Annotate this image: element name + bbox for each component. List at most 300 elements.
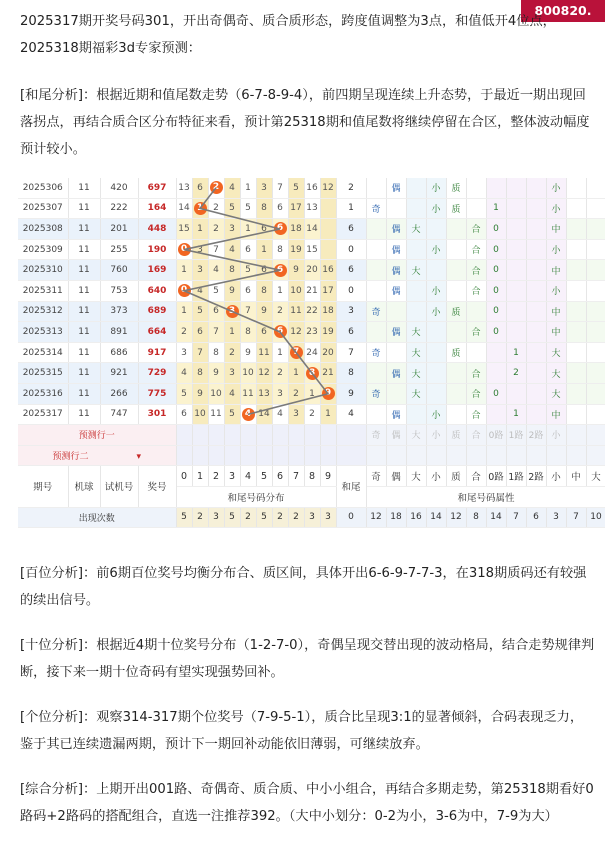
- prediction-attr-cell: [546, 445, 566, 466]
- attr-count: 16: [406, 507, 426, 528]
- attr-cell: [486, 178, 506, 198]
- dist-cell: 5: [288, 178, 304, 198]
- table-row: [18, 404, 605, 425]
- attr-count: 7: [506, 507, 526, 528]
- dist-cell: 19: [288, 239, 304, 260]
- attr-cell: 合: [466, 219, 486, 240]
- issue-id: 2025309: [18, 239, 68, 260]
- table-row: [18, 239, 605, 260]
- dist-cell: 4: [224, 383, 240, 404]
- machine-ball: 11: [68, 280, 100, 301]
- dist-cell: 13: [176, 178, 192, 198]
- attr-header: 2路: [526, 466, 546, 487]
- dist-cell: 4: [208, 260, 224, 281]
- attr-cell: [586, 404, 605, 425]
- attr-count: 10: [586, 507, 605, 528]
- attr-count: 3: [546, 507, 566, 528]
- attr-header: 1路: [506, 466, 526, 487]
- issue-id: 2025312: [18, 301, 68, 322]
- attr-cell: 偶: [386, 363, 406, 384]
- hit-ball: 0: [178, 284, 191, 297]
- digit-header: 9: [320, 466, 336, 487]
- trial-number: 222: [100, 198, 138, 219]
- attr-cell: [586, 219, 605, 240]
- prediction-label: [18, 445, 176, 466]
- attr-cell: [406, 404, 426, 425]
- issue-id: 2025311: [18, 280, 68, 301]
- attr-cell: 大: [546, 363, 566, 384]
- issue-header: 期号: [18, 466, 68, 507]
- attr-cell: 大: [406, 383, 426, 404]
- dist-cell: 5: [240, 198, 256, 219]
- attr-cell: [426, 219, 446, 240]
- attr-cell: 中: [546, 322, 566, 343]
- attr-cell: 中: [546, 219, 566, 240]
- prediction-text: 预测行二: [52, 452, 89, 463]
- dist-cell: 7: [192, 342, 208, 363]
- attr-cell: [386, 301, 406, 322]
- attr-cell: [566, 178, 586, 198]
- dist-cell: [224, 301, 240, 322]
- table-row: [18, 301, 605, 322]
- attr-cell: [446, 239, 466, 260]
- dist-count: 2: [288, 507, 304, 528]
- trial-number: 760: [100, 260, 138, 281]
- attr-cell: [466, 178, 486, 198]
- dist-cell: 6: [192, 322, 208, 343]
- dist-cell: 6: [256, 219, 272, 240]
- prediction-attr-cell: 小: [546, 425, 566, 446]
- dist-cell: 17: [288, 198, 304, 219]
- prediction-cell: [288, 445, 304, 466]
- attr-cell: [386, 383, 406, 404]
- prediction-cell: [240, 425, 256, 446]
- dist-cell: 14: [304, 219, 320, 240]
- prediction-attr-cell: [386, 445, 406, 466]
- attr-header: 偶: [386, 466, 406, 487]
- dist-cell: 4: [176, 363, 192, 384]
- dist-cell: 8: [256, 280, 272, 301]
- hewei-value: 6: [336, 260, 366, 281]
- dist-cell: 3: [224, 219, 240, 240]
- attr-cell: 质: [446, 198, 466, 219]
- dist-cell: 1: [224, 322, 240, 343]
- dist-cell: 5: [208, 280, 224, 301]
- machine-ball: 11: [68, 178, 100, 198]
- prediction-attr-cell: [486, 445, 506, 466]
- prediction-cell: [304, 425, 320, 446]
- dist-cell: 7: [240, 301, 256, 322]
- dist-cell: 4: [272, 404, 288, 425]
- dist-cell: 1: [176, 301, 192, 322]
- attr-cell: [426, 363, 446, 384]
- dist-cell: 8: [208, 342, 224, 363]
- attr-cell: [526, 239, 546, 260]
- dist-cell: 16: [320, 260, 336, 281]
- attr-count: 14: [426, 507, 446, 528]
- attr-cell: 0: [486, 280, 506, 301]
- attr-cell: [366, 239, 386, 260]
- issue-id: 2025308: [18, 219, 68, 240]
- attr-cell: [526, 322, 546, 343]
- dist-cell: 24: [304, 342, 320, 363]
- attr-cell: [526, 198, 546, 219]
- prediction-attr-cell: [506, 445, 526, 466]
- attr-cell: [366, 404, 386, 425]
- attr-cell: [566, 404, 586, 425]
- winning-number: 917: [138, 342, 176, 363]
- hewei-count: 0: [336, 507, 366, 528]
- trial-number: 891: [100, 322, 138, 343]
- attr-cell: [386, 198, 406, 219]
- attr-cell: 0: [486, 219, 506, 240]
- attr-cell: [366, 219, 386, 240]
- dist-cell: 3: [288, 404, 304, 425]
- attr-cell: 大: [546, 383, 566, 404]
- attr-cell: [526, 383, 546, 404]
- attr-cell: 合: [466, 363, 486, 384]
- dist-cell: 1: [192, 219, 208, 240]
- machine-ball: 11: [68, 219, 100, 240]
- attr-cell: [526, 260, 546, 281]
- prediction-cell: [224, 445, 240, 466]
- prediction-attr-cell: 小: [426, 425, 446, 446]
- dist-cell: 7: [208, 239, 224, 260]
- dist-cell: 4: [224, 239, 240, 260]
- winning-number: 729: [138, 363, 176, 384]
- attr-cell: 小: [426, 239, 446, 260]
- attr-cell: [446, 404, 466, 425]
- dist-cell: 2: [176, 322, 192, 343]
- hewei-analysis: [和尾分析]：根据近期和值尾数走势（6-7-8-9-4），前四期呈现连续上升态势，于最近一期出现回落拐点，再结合质合区分布特征来看，预计第25318期和值尾数将继续停留在合区，整体波动幅度预计较小。: [20, 88, 590, 157]
- prediction-cell: [192, 425, 208, 446]
- dist-cell: 9: [256, 301, 272, 322]
- winning-number: 689: [138, 301, 176, 322]
- prediction-attr-cell: 1路: [506, 425, 526, 446]
- attr-cell: [566, 363, 586, 384]
- attr-cell: 0: [486, 383, 506, 404]
- header-row-digits: [18, 466, 605, 487]
- prediction-attr-cell: [446, 445, 466, 466]
- prediction-cell: [304, 445, 320, 466]
- winning-number: 664: [138, 322, 176, 343]
- dist-cell: 5: [192, 301, 208, 322]
- digit-header: 3: [224, 466, 240, 487]
- number-header: 奖号: [138, 466, 176, 507]
- attr-cell: [506, 198, 526, 219]
- attr-cell: [366, 280, 386, 301]
- prediction-row[interactable]: [18, 425, 605, 446]
- dist-cell: 9: [192, 383, 208, 404]
- hit-ball: 6: [274, 264, 287, 277]
- issue-id: 2025310: [18, 260, 68, 281]
- attr-header: 奇: [366, 466, 386, 487]
- dist-cell: 22: [304, 301, 320, 322]
- digit-header: 6: [272, 466, 288, 487]
- prediction-attr-cell: 合: [466, 425, 486, 446]
- attr-cell: 合: [466, 260, 486, 281]
- attr-count: 7: [566, 507, 586, 528]
- attr-header: 大: [586, 466, 605, 487]
- dist-group-header: 和尾号码分布: [176, 486, 336, 507]
- winning-number: 697: [138, 178, 176, 198]
- dist-cell: 10: [208, 383, 224, 404]
- attr-cell: 大: [406, 219, 426, 240]
- dist-cell: 6: [176, 404, 192, 425]
- dist-cell: 8: [224, 260, 240, 281]
- dist-cell: 14: [176, 198, 192, 219]
- attr-cell: 小: [426, 198, 446, 219]
- attr-cell: 偶: [386, 322, 406, 343]
- dist-cell: 11: [288, 301, 304, 322]
- dist-cell: 3: [256, 178, 272, 198]
- attr-cell: [446, 363, 466, 384]
- hewei-header: 和尾: [336, 466, 366, 507]
- dist-cell: 11: [256, 342, 272, 363]
- attr-count: 18: [386, 507, 406, 528]
- dist-cell: 2: [224, 342, 240, 363]
- attr-cell: 合: [466, 280, 486, 301]
- machine-ball: 11: [68, 342, 100, 363]
- issue-id: 2025314: [18, 342, 68, 363]
- attr-cell: 1: [506, 342, 526, 363]
- hit-ball: 6: [274, 325, 287, 338]
- bai-analysis: [百位分析]：前6期百位奖号均衡分布合、质区间，具体开出6-6-9-7-7-3，在318期质码还有较强的续出信号。: [20, 566, 587, 608]
- dist-cell: 13: [304, 198, 320, 219]
- trial-header: 试机号: [100, 466, 138, 507]
- dist-cell: [176, 239, 192, 260]
- attr-cell: [566, 301, 586, 322]
- dist-cell: [320, 383, 336, 404]
- attr-cell: [426, 322, 446, 343]
- intro-line-1: 2025317期开奖号码301，开出奇偶奇、质合质形态，跨度值调整为3点，和值低开4位点，: [20, 14, 556, 29]
- attr-cell: [566, 198, 586, 219]
- dist-cell: 18: [288, 219, 304, 240]
- dropdown-arrow-icon: ▾: [136, 452, 142, 463]
- dist-cell: [272, 322, 288, 343]
- machine-ball: 11: [68, 260, 100, 281]
- hit-ball: 4: [242, 408, 255, 421]
- dist-cell: 1: [320, 404, 336, 425]
- table-row: [18, 219, 605, 240]
- prediction-attr-cell: [406, 445, 426, 466]
- attr-cell: [526, 280, 546, 301]
- dist-cell: 2: [288, 383, 304, 404]
- winning-number: 164: [138, 198, 176, 219]
- prediction-attr-cell: [586, 445, 605, 466]
- attr-cell: 合: [466, 383, 486, 404]
- attr-cell: 奇: [366, 342, 386, 363]
- dist-cell: 15: [304, 239, 320, 260]
- hit-ball: 6: [274, 222, 287, 235]
- prediction-cell: [288, 425, 304, 446]
- digit-header: 5: [256, 466, 272, 487]
- dist-count: 3: [320, 507, 336, 528]
- prediction-attr-cell: 奇: [366, 425, 386, 446]
- dist-cell: 9: [240, 342, 256, 363]
- dist-cell: 13: [256, 383, 272, 404]
- attr-header: 大: [406, 466, 426, 487]
- dist-cell: [176, 280, 192, 301]
- dist-cell: 1: [288, 363, 304, 384]
- machine-ball: 11: [68, 198, 100, 219]
- attr-cell: [526, 301, 546, 322]
- attr-cell: 2: [506, 363, 526, 384]
- attr-cell: [446, 260, 466, 281]
- attr-cell: 合: [466, 239, 486, 260]
- attr-cell: 奇: [366, 198, 386, 219]
- dist-cell: 7: [272, 178, 288, 198]
- attr-cell: 0: [486, 301, 506, 322]
- winning-number: 640: [138, 280, 176, 301]
- attr-cell: 小: [426, 301, 446, 322]
- attr-cell: 小: [546, 239, 566, 260]
- hit-ball: 9: [322, 387, 335, 400]
- trend-table: [18, 178, 605, 528]
- intro-line-2: 2025318期福彩3d专家预测：: [20, 41, 201, 56]
- dist-cell: 1: [240, 219, 256, 240]
- attr-cell: 1: [506, 404, 526, 425]
- dist-cell: 1: [272, 342, 288, 363]
- dist-cell: 11: [240, 383, 256, 404]
- dist-count: 3: [304, 507, 320, 528]
- dist-cell: 1: [256, 239, 272, 260]
- attr-cell: 1: [486, 198, 506, 219]
- prediction-cell: [336, 445, 366, 466]
- attr-cell: [466, 198, 486, 219]
- attr-cell: 0: [486, 322, 506, 343]
- attr-count: 14: [486, 507, 506, 528]
- machine-ball: 11: [68, 404, 100, 425]
- dist-count: 3: [208, 507, 224, 528]
- attr-header: 小: [546, 466, 566, 487]
- dist-cell: 6: [192, 178, 208, 198]
- winning-number: 448: [138, 219, 176, 240]
- attr-cell: 偶: [386, 219, 406, 240]
- dist-cell: 10: [288, 280, 304, 301]
- dist-cell: 9: [224, 280, 240, 301]
- attr-cell: [366, 178, 386, 198]
- prediction-attr-cell: 偶: [386, 425, 406, 446]
- dist-cell: 5: [240, 260, 256, 281]
- hewei-value: 4: [336, 404, 366, 425]
- prediction-cell: [208, 445, 224, 466]
- attr-cell: [506, 260, 526, 281]
- attr-count: 12: [446, 507, 466, 528]
- attr-cell: [506, 178, 526, 198]
- prediction-cell: [192, 445, 208, 466]
- digit-header: 2: [208, 466, 224, 487]
- intro-paragraph: [20, 8, 595, 62]
- dist-cell: 23: [304, 322, 320, 343]
- issue-id: 2025313: [18, 322, 68, 343]
- attr-count: 8: [466, 507, 486, 528]
- attr-cell: [466, 342, 486, 363]
- prediction-attr-cell: 大: [406, 425, 426, 446]
- hit-ball: 1: [194, 202, 207, 215]
- dist-count: 5: [176, 507, 192, 528]
- attr-cell: [586, 198, 605, 219]
- prediction-cell: [336, 425, 366, 446]
- issue-id: 2025307: [18, 198, 68, 219]
- attr-count: 6: [526, 507, 546, 528]
- dist-count: 2: [192, 507, 208, 528]
- attr-cell: [586, 260, 605, 281]
- attr-cell: 小: [426, 280, 446, 301]
- dist-cell: 6: [256, 322, 272, 343]
- attr-cell: [506, 239, 526, 260]
- attr-cell: [526, 342, 546, 363]
- trial-number: 373: [100, 301, 138, 322]
- attr-cell: [586, 363, 605, 384]
- dist-cell: [304, 363, 320, 384]
- table-row: [18, 342, 605, 363]
- attr-cell: [486, 342, 506, 363]
- prediction-cell: [176, 425, 192, 446]
- attr-cell: 偶: [386, 404, 406, 425]
- attr-cell: 质: [446, 178, 466, 198]
- attr-cell: [406, 198, 426, 219]
- attr-cell: 0: [486, 239, 506, 260]
- prediction-attr-cell: [526, 445, 546, 466]
- prediction-attr-cell: [366, 445, 386, 466]
- dist-cell: [272, 219, 288, 240]
- attr-cell: 大: [406, 322, 426, 343]
- prediction-attr-cell: [566, 425, 586, 446]
- prediction-cell: [320, 425, 336, 446]
- dist-cell: 20: [304, 260, 320, 281]
- count-row: [18, 507, 605, 528]
- attr-cell: 偶: [386, 280, 406, 301]
- attr-header: 0路: [486, 466, 506, 487]
- attr-cell: [586, 178, 605, 198]
- prediction-row[interactable]: [18, 445, 605, 466]
- attr-cell: [566, 260, 586, 281]
- attr-cell: 中: [546, 260, 566, 281]
- attr-cell: 大: [406, 342, 426, 363]
- attr-cell: [506, 301, 526, 322]
- machine-header: 机球: [68, 466, 100, 507]
- attr-cell: [526, 219, 546, 240]
- attr-cell: [406, 301, 426, 322]
- attr-cell: 偶: [386, 239, 406, 260]
- table-row: [18, 383, 605, 404]
- attr-cell: [506, 280, 526, 301]
- trial-number: 686: [100, 342, 138, 363]
- attr-cell: 中: [546, 301, 566, 322]
- dist-cell: 21: [304, 280, 320, 301]
- attr-cell: [486, 363, 506, 384]
- attr-cell: [566, 383, 586, 404]
- dist-cell: 5: [224, 198, 240, 219]
- attr-cell: [526, 178, 546, 198]
- dist-cell: 8: [272, 239, 288, 260]
- dist-cell: 20: [320, 342, 336, 363]
- hewei-value: 9: [336, 383, 366, 404]
- hewei-value: 2: [336, 178, 366, 198]
- attr-cell: 小: [546, 178, 566, 198]
- table-row: [18, 178, 605, 198]
- dist-cell: 10: [240, 363, 256, 384]
- dist-cell: 4: [224, 178, 240, 198]
- prediction-attr-cell: [466, 445, 486, 466]
- dist-cell: 10: [192, 404, 208, 425]
- table-row: [18, 198, 605, 219]
- dist-cell: 3: [192, 260, 208, 281]
- dist-count: 5: [224, 507, 240, 528]
- shi-analysis: [十位分析]：根据近4期十位奖号分布（1-2-7-0），奇偶呈现交替出现的波动格局，结合走势规律判断，接下来一期十位奇码有望实现强势回补。: [20, 638, 595, 680]
- dist-cell: 16: [304, 178, 320, 198]
